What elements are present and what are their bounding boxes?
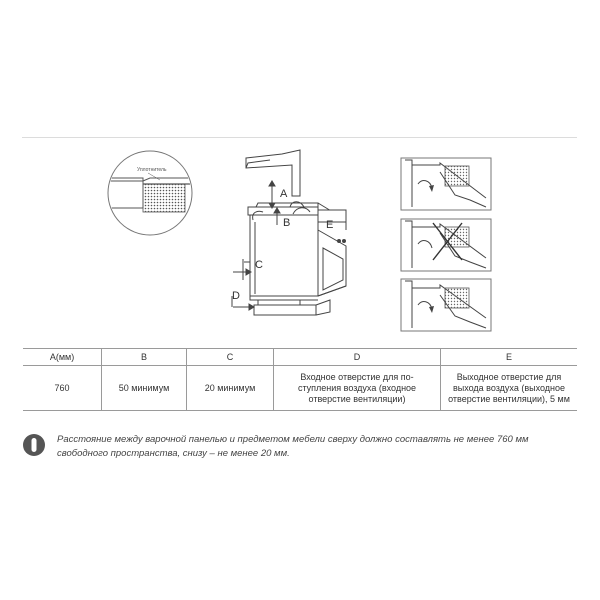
dimension-label-b: B	[283, 217, 291, 229]
table-row	[23, 366, 577, 411]
cell-d-line: отверстие вентиляции)	[308, 393, 406, 404]
dimension-label-c: C	[255, 259, 263, 271]
dimension-arrows	[232, 181, 310, 310]
info-exclamation-icon	[22, 433, 46, 457]
oven-installation-drawing	[246, 150, 346, 315]
dimensions-table	[23, 348, 577, 411]
header-a: A(мм)	[49, 352, 75, 362]
cell-e-line: Выходное отверстие для	[456, 371, 562, 382]
panel-correct-top	[401, 158, 491, 210]
cell-a: 760	[54, 382, 70, 393]
header-b: B	[102, 349, 187, 366]
cell-e-line: выхода воздуха (выходное	[452, 382, 566, 393]
cell-e	[441, 366, 578, 411]
seal-detail	[108, 151, 192, 235]
cell-c: 20 минимум	[187, 366, 274, 411]
cell-d	[274, 366, 441, 411]
cell-e-line: отверстие вентиляции), 5 мм	[448, 393, 570, 404]
panel-correct-bottom	[401, 279, 491, 331]
table-header-row	[23, 349, 577, 366]
header-e: E	[441, 349, 578, 366]
header-d: D	[274, 349, 441, 366]
cell-d-line: ступления воздуха (входное	[297, 382, 417, 393]
installation-note	[22, 433, 578, 461]
dimension-label-a: A	[280, 188, 288, 200]
panel-incorrect	[401, 219, 491, 271]
note-text: Расстояние между варочной панелью и предметом мебели сверху должно составлять не менее 760 мм свободного пространства, снизу – не менее 20 мм.	[57, 434, 529, 459]
seal-label: Уплотнитель	[137, 167, 167, 173]
dimension-label-d: D	[232, 290, 240, 302]
cell-b: 50 минимум	[102, 366, 187, 411]
dimension-label-e: E	[326, 219, 334, 231]
cell-d-line: Входное отверстие для по-	[300, 371, 414, 382]
header-c: C	[187, 349, 274, 366]
